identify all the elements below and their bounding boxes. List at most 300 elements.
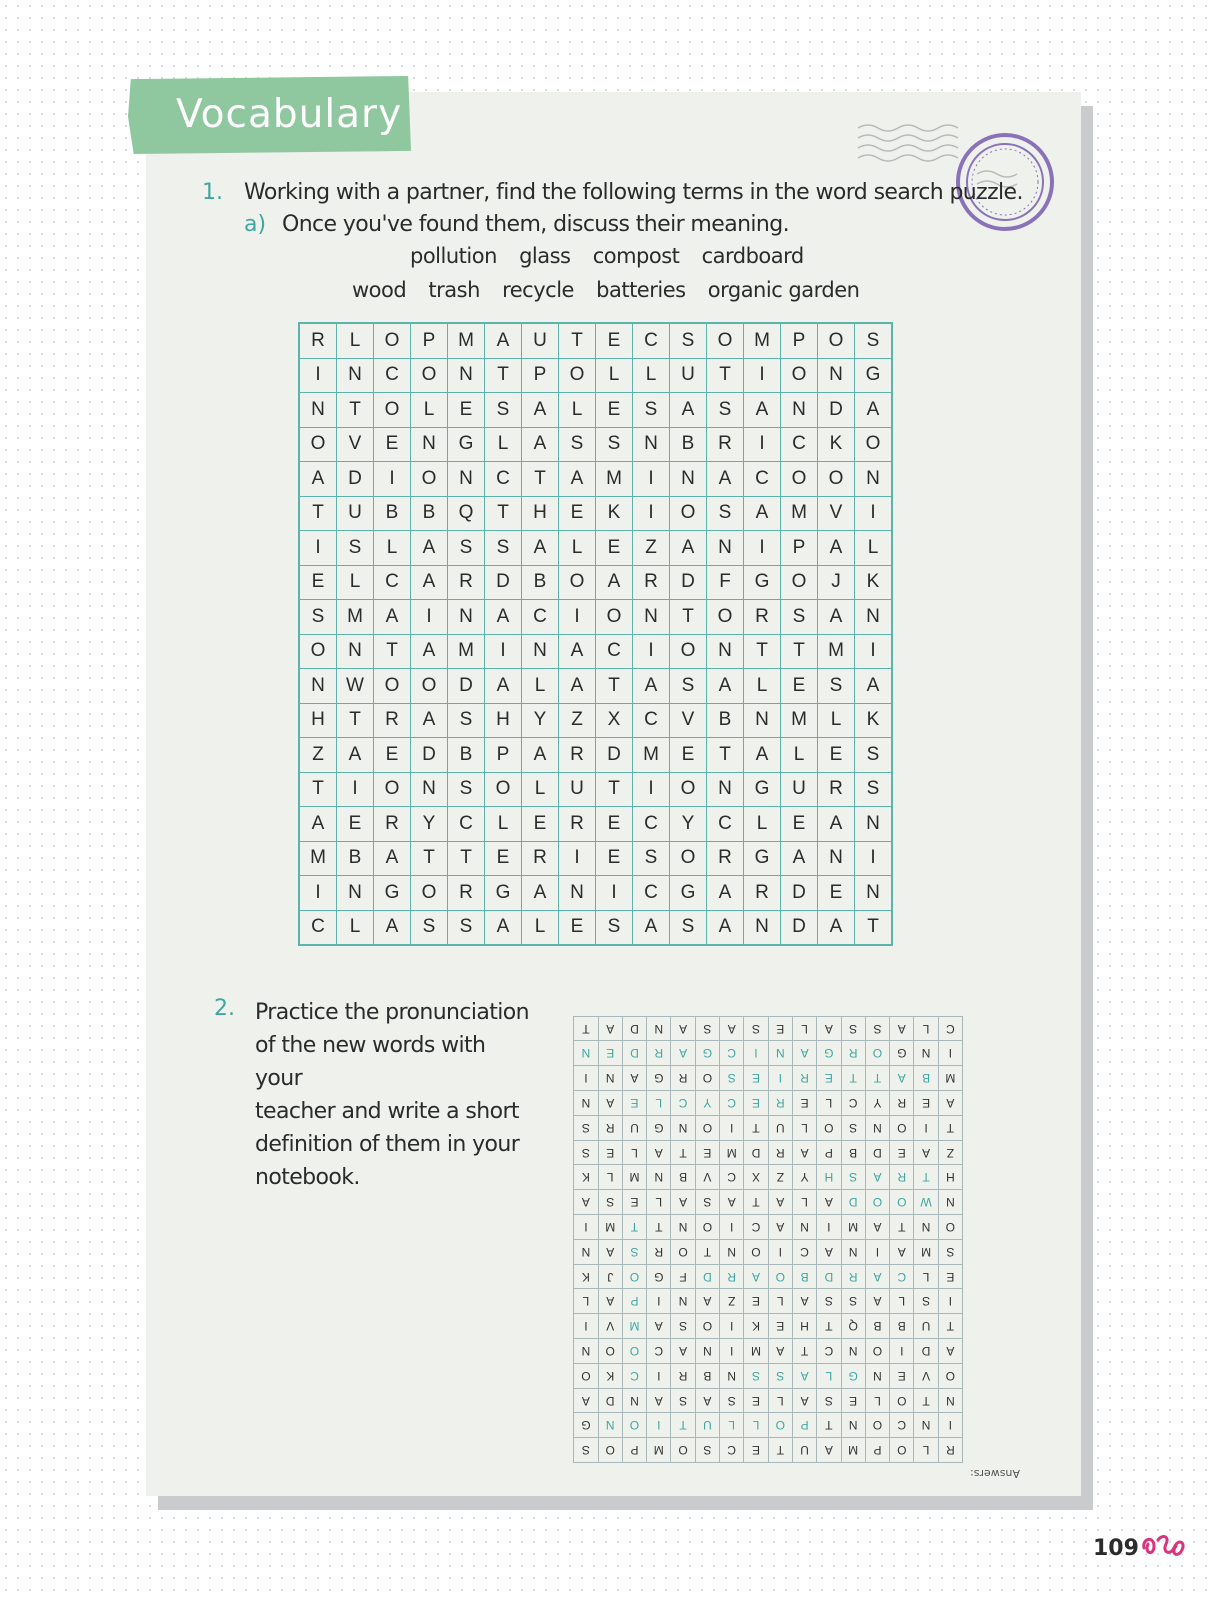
grid-cell: C	[522, 600, 559, 635]
answer-cell: S	[720, 1066, 744, 1091]
answer-cell: J	[598, 1264, 622, 1289]
grid-cell: T	[559, 323, 596, 358]
answer-cell: A	[695, 1289, 719, 1314]
answer-cell: O	[695, 1314, 719, 1339]
grid-cell: M	[299, 841, 337, 876]
answer-cell: E	[744, 1388, 768, 1413]
answer-cell: A	[865, 1264, 889, 1289]
answer-cell: A	[744, 1264, 768, 1289]
grid-cell: C	[448, 807, 485, 842]
grid-cell: V	[337, 427, 374, 462]
terms-row-1	[402, 244, 812, 268]
grid-cell: Q	[448, 496, 485, 531]
answer-cell: H	[817, 1165, 841, 1190]
grid-cell: A	[855, 393, 893, 428]
answer-cell: S	[817, 1388, 841, 1413]
answer-cell: O	[695, 1066, 719, 1091]
answer-cell: T	[865, 1066, 889, 1091]
word-search-grid	[298, 322, 893, 946]
grid-cell: O	[411, 358, 448, 393]
answer-row	[574, 1115, 963, 1140]
answer-cell: C	[671, 1091, 695, 1116]
answer-cell: I	[865, 1239, 889, 1264]
grid-cell: G	[374, 876, 411, 911]
answer-cell: C	[890, 1264, 914, 1289]
grid-cell: E	[522, 807, 559, 842]
answer-cell: B	[914, 1066, 938, 1091]
answer-cell: P	[792, 1413, 816, 1438]
grid-cell: M	[596, 462, 633, 497]
answer-cell: O	[598, 1339, 622, 1364]
grid-cell: K	[818, 427, 855, 462]
grid-cell: I	[633, 634, 670, 669]
answer-cell: L	[817, 1091, 841, 1116]
grid-cell: P	[781, 531, 818, 566]
grid-cell: S	[633, 841, 670, 876]
grid-cell: I	[633, 496, 670, 531]
grid-cell: U	[781, 772, 818, 807]
grid-cell: A	[411, 634, 448, 669]
answer-cell: A	[865, 1215, 889, 1240]
grid-cell: A	[411, 565, 448, 600]
grid-cell: S	[596, 427, 633, 462]
grid-cell: R	[744, 600, 781, 635]
answer-cell: N	[938, 1190, 962, 1215]
grid-cell: G	[485, 876, 522, 911]
answer-cell: O	[938, 1363, 962, 1388]
grid-cell: I	[299, 531, 337, 566]
answer-cell: M	[914, 1239, 938, 1264]
answer-cell: L	[914, 1016, 938, 1041]
answer-cell: T	[914, 1165, 938, 1190]
grid-cell: C	[299, 910, 337, 945]
answer-cell: N	[671, 1289, 695, 1314]
answer-cell: L	[622, 1140, 646, 1165]
answer-cell: I	[938, 1289, 962, 1314]
grid-cell: S	[337, 531, 374, 566]
grid-cell: A	[485, 600, 522, 635]
grid-cell: T	[855, 910, 893, 945]
answer-cell: S	[622, 1239, 646, 1264]
grid-cell: A	[559, 462, 596, 497]
grid-row	[299, 600, 892, 635]
answer-cell: C	[841, 1091, 865, 1116]
answer-cell: S	[695, 1016, 719, 1041]
grid-cell: A	[522, 531, 559, 566]
answer-cell: C	[744, 1215, 768, 1240]
answer-cell: S	[768, 1363, 792, 1388]
grid-cell: S	[448, 772, 485, 807]
answer-cell: R	[890, 1091, 914, 1116]
grid-row	[299, 669, 892, 704]
answer-cell: R	[841, 1041, 865, 1066]
grid-cell: S	[633, 393, 670, 428]
grid-row	[299, 496, 892, 531]
grid-cell: S	[707, 393, 744, 428]
answer-cell: O	[768, 1413, 792, 1438]
answer-cell: M	[744, 1339, 768, 1364]
grid-row	[299, 772, 892, 807]
grid-cell: N	[522, 634, 559, 669]
answer-cell: N	[671, 1215, 695, 1240]
answer-cell: A	[671, 1339, 695, 1364]
grid-cell: C	[633, 807, 670, 842]
grid-cell: C	[781, 427, 818, 462]
grid-cell: A	[744, 738, 781, 773]
grid-cell: S	[855, 738, 893, 773]
answer-key	[563, 1015, 963, 1463]
grid-cell: L	[633, 358, 670, 393]
grid-cell: I	[559, 841, 596, 876]
grid-cell: L	[374, 531, 411, 566]
grid-cell: E	[299, 565, 337, 600]
answer-cell: R	[720, 1264, 744, 1289]
answer-cell: S	[720, 1388, 744, 1413]
answer-cell: W	[914, 1190, 938, 1215]
grid-row	[299, 738, 892, 773]
answer-cell: E	[622, 1190, 646, 1215]
grid-cell: I	[559, 600, 596, 635]
answer-cell: I	[817, 1215, 841, 1240]
grid-cell: R	[707, 841, 744, 876]
grid-cell: O	[374, 772, 411, 807]
answer-cell: E	[744, 1066, 768, 1091]
answer-cell: T	[744, 1190, 768, 1215]
grid-cell: E	[818, 738, 855, 773]
grid-cell: U	[337, 496, 374, 531]
grid-cell: B	[670, 427, 707, 462]
answer-cell: L	[792, 1016, 816, 1041]
answer-cell: C	[720, 1041, 744, 1066]
answer-cell: T	[914, 1388, 938, 1413]
grid-row	[299, 807, 892, 842]
answer-cell: S	[744, 1363, 768, 1388]
answer-cell: U	[622, 1115, 646, 1140]
grid-row	[299, 565, 892, 600]
grid-cell: O	[559, 565, 596, 600]
answer-cell: S	[841, 1016, 865, 1041]
answer-cell: O	[695, 1215, 719, 1240]
grid-cell: S	[485, 531, 522, 566]
grid-cell: A	[559, 634, 596, 669]
answer-cell: O	[865, 1339, 889, 1364]
answer-cell: E	[744, 1289, 768, 1314]
grid-cell: O	[299, 634, 337, 669]
answer-cell: I	[720, 1215, 744, 1240]
answer-cell: D	[598, 1388, 622, 1413]
answer-cell: N	[914, 1215, 938, 1240]
answer-cell: E	[598, 1041, 622, 1066]
answer-cell: A	[890, 1066, 914, 1091]
grid-cell: O	[374, 323, 411, 358]
grid-cell: E	[448, 393, 485, 428]
grid-cell: L	[485, 807, 522, 842]
answer-cell: I	[574, 1215, 598, 1240]
answer-cell: A	[598, 1016, 622, 1041]
answer-cell: A	[598, 1091, 622, 1116]
answer-cell: E	[914, 1091, 938, 1116]
answer-cell: L	[792, 1115, 816, 1140]
answer-cell: U	[792, 1438, 816, 1463]
answer-cell: O	[865, 1413, 889, 1438]
grid-cell: O	[670, 772, 707, 807]
answer-cell: T	[938, 1314, 962, 1339]
answer-cell: E	[890, 1140, 914, 1165]
grid-cell: A	[337, 738, 374, 773]
grid-cell: N	[299, 669, 337, 704]
answers-label: Answers:	[970, 1467, 1020, 1480]
answer-row	[574, 1041, 963, 1066]
grid-cell: A	[818, 531, 855, 566]
grid-cell: R	[522, 841, 559, 876]
answer-cell: M	[841, 1438, 865, 1463]
answer-cell: C	[938, 1016, 962, 1041]
answer-cell: N	[841, 1413, 865, 1438]
answer-cell: A	[574, 1388, 598, 1413]
answer-cell: T	[574, 1016, 598, 1041]
answer-cell: L	[890, 1289, 914, 1314]
answer-cell: O	[890, 1438, 914, 1463]
grid-cell: N	[855, 807, 893, 842]
grid-cell: C	[744, 462, 781, 497]
answer-cell: R	[647, 1239, 671, 1264]
answer-cell: I	[720, 1314, 744, 1339]
answer-cell: L	[720, 1413, 744, 1438]
terms-row-2	[344, 278, 867, 302]
grid-cell: Z	[559, 703, 596, 738]
answer-cell: A	[865, 1165, 889, 1190]
answer-cell: L	[792, 1190, 816, 1215]
answer-row	[574, 1140, 963, 1165]
answer-cell: M	[841, 1215, 865, 1240]
answer-cell: S	[841, 1165, 865, 1190]
answer-cell: T	[744, 1115, 768, 1140]
answer-cell: A	[598, 1289, 622, 1314]
grid-cell: O	[818, 323, 855, 358]
grid-cell: Y	[522, 703, 559, 738]
grid-cell: O	[707, 323, 744, 358]
answer-cell: M	[938, 1066, 962, 1091]
grid-cell: S	[448, 910, 485, 945]
answer-cell: E	[768, 1016, 792, 1041]
grid-cell: A	[670, 393, 707, 428]
answer-cell: I	[744, 1041, 768, 1066]
grid-cell: E	[596, 841, 633, 876]
grid-cell: B	[337, 841, 374, 876]
answer-cell: T	[792, 1339, 816, 1364]
answer-cell: S	[865, 1016, 889, 1041]
term: glass	[519, 244, 571, 268]
grid-cell: I	[596, 876, 633, 911]
grid-cell: W	[337, 669, 374, 704]
grid-cell: S	[411, 910, 448, 945]
grid-cell: B	[411, 496, 448, 531]
grid-cell: U	[559, 772, 596, 807]
grid-cell: G	[855, 358, 893, 393]
answer-cell: I	[890, 1339, 914, 1364]
grid-cell: S	[781, 600, 818, 635]
grid-cell: L	[744, 807, 781, 842]
grid-cell: R	[559, 738, 596, 773]
grid-cell: I	[744, 531, 781, 566]
answer-cell: I	[938, 1413, 962, 1438]
answer-cell: A	[914, 1140, 938, 1165]
answer-cell: O	[938, 1215, 962, 1240]
answer-cell: T	[890, 1215, 914, 1240]
answer-cell: S	[574, 1438, 598, 1463]
answer-cell: Y	[792, 1165, 816, 1190]
answer-cell: L	[865, 1388, 889, 1413]
grid-cell: I	[855, 841, 893, 876]
grid-cell: G	[744, 841, 781, 876]
answer-cell: A	[817, 1016, 841, 1041]
answer-cell: L	[914, 1438, 938, 1463]
grid-cell: A	[596, 565, 633, 600]
answer-cell: A	[768, 1190, 792, 1215]
answer-cell: T	[671, 1413, 695, 1438]
grid-cell: N	[633, 427, 670, 462]
grid-cell: A	[299, 807, 337, 842]
grid-cell: N	[818, 841, 855, 876]
grid-cell: T	[670, 600, 707, 635]
grid-cell: T	[596, 772, 633, 807]
answer-cell: A	[647, 1314, 671, 1339]
grid-cell: A	[411, 531, 448, 566]
grid-cell: N	[707, 772, 744, 807]
grid-cell: M	[448, 323, 485, 358]
grid-cell: A	[299, 462, 337, 497]
grid-cell: A	[670, 531, 707, 566]
answer-cell: H	[938, 1165, 962, 1190]
grid-cell: E	[596, 323, 633, 358]
answer-cell: N	[720, 1363, 744, 1388]
answer-cell: O	[622, 1413, 646, 1438]
grid-cell: P	[411, 323, 448, 358]
grid-cell: O	[411, 669, 448, 704]
answer-cell: Y	[865, 1091, 889, 1116]
grid-cell: B	[374, 496, 411, 531]
grid-cell: U	[522, 323, 559, 358]
question-2-line: teacher and write a short	[255, 1099, 519, 1124]
grid-cell: N	[559, 876, 596, 911]
question-2-line: Practice the pronunciation	[255, 1000, 530, 1025]
grid-cell: L	[337, 565, 374, 600]
answer-cell: I	[647, 1413, 671, 1438]
grid-cell: J	[818, 565, 855, 600]
answer-cell: L	[647, 1091, 671, 1116]
grid-cell: D	[411, 738, 448, 773]
answer-cell: E	[841, 1388, 865, 1413]
term: batteries	[596, 278, 686, 302]
grid-cell: C	[485, 462, 522, 497]
grid-cell: O	[374, 393, 411, 428]
answer-cell: N	[647, 1016, 671, 1041]
grid-cell: S	[448, 703, 485, 738]
grid-cell: T	[374, 634, 411, 669]
grid-cell: N	[337, 358, 374, 393]
grid-cell: E	[781, 807, 818, 842]
grid-cell: R	[448, 876, 485, 911]
question-2-line: definition of them in your	[255, 1132, 520, 1157]
grid-cell: R	[633, 565, 670, 600]
grid-cell: R	[707, 427, 744, 462]
answer-row	[574, 1413, 963, 1438]
answer-cell: L	[574, 1289, 598, 1314]
grid-cell: I	[855, 634, 893, 669]
grid-row	[299, 427, 892, 462]
answer-cell: L	[598, 1165, 622, 1190]
answer-cell: A	[890, 1239, 914, 1264]
answer-cell: K	[574, 1264, 598, 1289]
grid-cell: B	[448, 738, 485, 773]
answer-cell: B	[695, 1363, 719, 1388]
grid-cell: N	[781, 393, 818, 428]
answer-row	[574, 1314, 963, 1339]
answer-cell: B	[792, 1264, 816, 1289]
grid-cell: R	[374, 807, 411, 842]
grid-cell: G	[670, 876, 707, 911]
grid-cell: O	[781, 565, 818, 600]
answer-cell: I	[768, 1066, 792, 1091]
grid-cell: T	[299, 772, 337, 807]
answer-cell: O	[695, 1115, 719, 1140]
grid-cell: T	[781, 634, 818, 669]
grid-cell: I	[299, 358, 337, 393]
answer-cell: L	[914, 1264, 938, 1289]
answer-cell: G	[890, 1041, 914, 1066]
answer-cell: D	[695, 1264, 719, 1289]
question-2-text	[255, 996, 535, 1194]
answer-cell: L	[744, 1413, 768, 1438]
question-2-line: notebook.	[255, 1165, 360, 1190]
grid-cell: A	[522, 393, 559, 428]
grid-cell: N	[855, 876, 893, 911]
answer-cell: V	[914, 1363, 938, 1388]
answer-cell: U	[695, 1413, 719, 1438]
grid-cell: T	[707, 358, 744, 393]
answer-cell: V	[598, 1314, 622, 1339]
term: compost	[592, 244, 680, 268]
grid-cell: S	[485, 393, 522, 428]
grid-cell: L	[522, 910, 559, 945]
answer-row	[574, 1215, 963, 1240]
answer-cell: Z	[720, 1289, 744, 1314]
grid-cell: E	[596, 393, 633, 428]
postmark-lines-icon	[856, 118, 966, 178]
grid-cell: N	[855, 600, 893, 635]
grid-cell: A	[818, 600, 855, 635]
answer-row	[574, 1264, 963, 1289]
grid-cell: D	[596, 738, 633, 773]
grid-cell: A	[485, 910, 522, 945]
answer-cell: O	[671, 1438, 695, 1463]
grid-cell: E	[670, 738, 707, 773]
grid-cell: N	[448, 358, 485, 393]
grid-cell: K	[596, 496, 633, 531]
grid-cell: B	[522, 565, 559, 600]
answer-cell: T	[647, 1215, 671, 1240]
grid-cell: A	[522, 427, 559, 462]
answer-cell: I	[720, 1339, 744, 1364]
answer-cell: T	[768, 1438, 792, 1463]
grid-cell: D	[448, 669, 485, 704]
grid-cell: A	[707, 462, 744, 497]
grid-cell: D	[337, 462, 374, 497]
answer-cell: F	[671, 1264, 695, 1289]
answer-cell: P	[622, 1438, 646, 1463]
answer-cell: E	[622, 1091, 646, 1116]
answer-cell: U	[768, 1115, 792, 1140]
